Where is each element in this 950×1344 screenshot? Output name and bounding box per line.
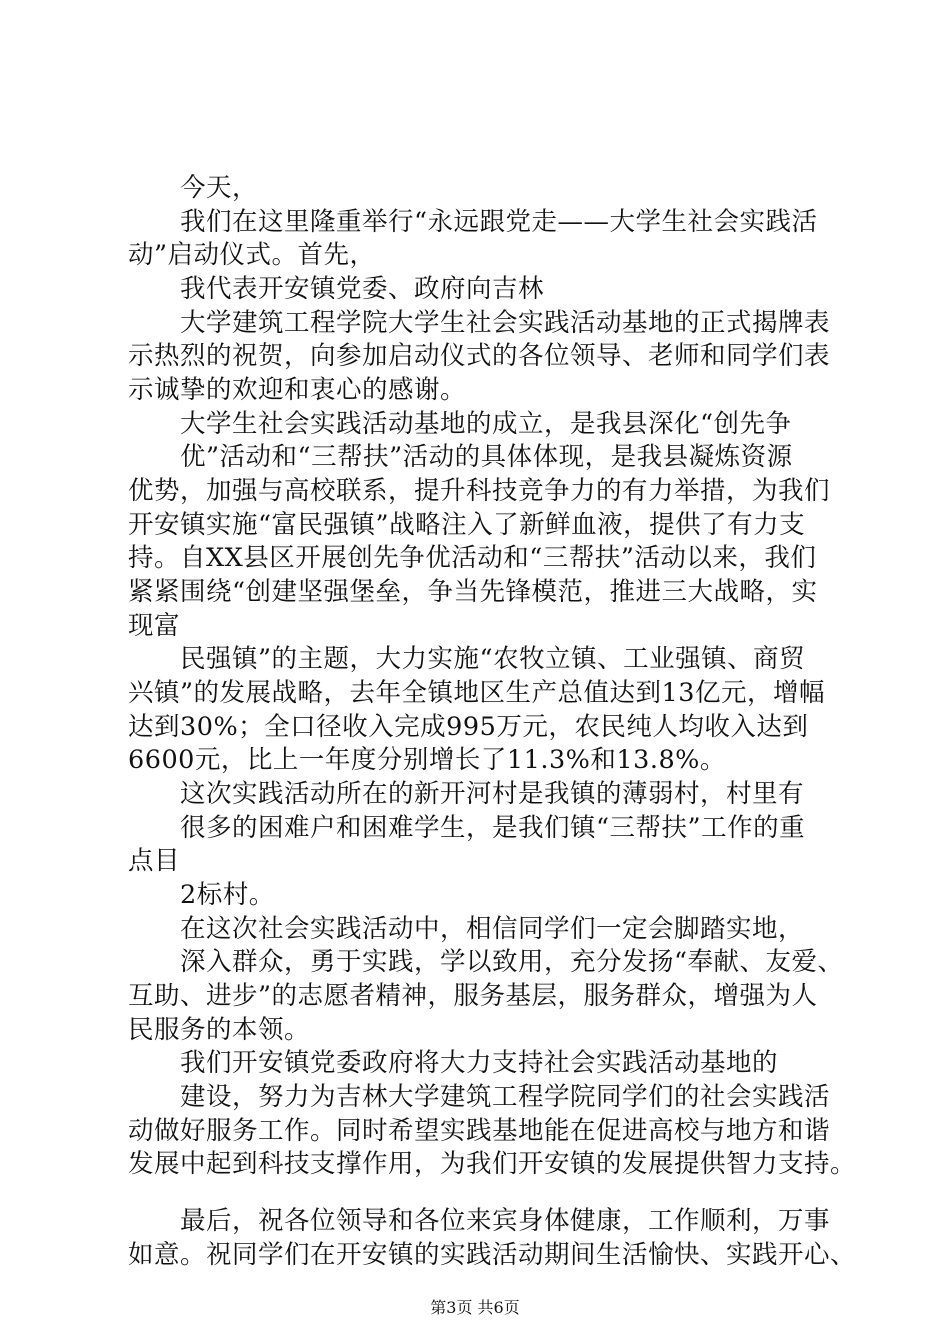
text-line: 我们开安镇党委政府将大力支持社会实践活动基地的: [180, 1048, 779, 1078]
text-line: 民服务的本领。: [128, 1015, 311, 1045]
text-line: 持。自XX县区开展创先争优活动和“三帮扶”活动以来，我们: [128, 543, 817, 573]
text-line: 2标村。: [180, 880, 275, 910]
text-line: 如意。祝同学们在开安镇的实践活动期间生活愉快、实践开心、: [128, 1240, 857, 1270]
text-line: 今天，: [180, 173, 259, 203]
text-line: 动”启动仪式。首先，: [128, 240, 376, 270]
text-line: 互助、进步”的志愿者精神，服务基层，服务群众，增强为人: [128, 981, 818, 1011]
text-line: 点目: [128, 846, 181, 876]
text-line: 示热烈的祝贺，向参加启动仪式的各位领导、老师和同学们表: [128, 341, 831, 371]
text-line: 动做好服务工作。同时希望实践基地能在促进高校与地方和谐: [128, 1116, 831, 1146]
text-line: 兴镇”的发展战略，去年全镇地区生产总值达到13亿元，增幅: [128, 678, 825, 708]
text-line: 最后，祝各位领导和各位来宾身体健康，工作顺利，万事: [180, 1206, 831, 1236]
text-line: 优势，加强与高校联系，提升科技竞争力的有力举措，为我们: [128, 476, 831, 506]
text-line: 深入群众，勇于实践，学以致用，充分发扬“奉献、友爱、: [180, 947, 844, 977]
text-line: 大学生社会实践活动基地的成立，是我县深化“创先争: [180, 409, 792, 439]
text-line: 6600元，比上一年度分别增长了11.3%和13.8%。: [128, 745, 726, 775]
text-line: 建设，努力为吉林大学建筑工程学院同学们的社会实践活: [180, 1082, 831, 1112]
text-line: 大学建筑工程学院大学生社会实践活动基地的正式揭牌表: [180, 308, 831, 338]
text-line: 紧紧围绕“创建坚强堡垒，争当先锋模范，推进三大战略，实: [128, 577, 818, 607]
text-line: 这次实践活动所在的新开河村是我镇的薄弱村，村里有: [180, 779, 805, 809]
text-line: 现富: [128, 611, 181, 641]
page-number-label: 第3页 共6页: [430, 1298, 520, 1317]
text-line: 民强镇”的主题，大力实施“农牧立镇、工业强镇、商贸: [180, 644, 806, 674]
text-line: 发展中起到科技支撑作用，为我们开安镇的发展提供智力支持。: [128, 1149, 857, 1179]
text-line: 开安镇实施“富民强镇”战略注入了新鲜血液，提供了有力支: [128, 510, 806, 540]
text-line: 示诚挚的欢迎和衷心的感谢。: [128, 375, 467, 405]
text-line: 达到30%；全口径收入完成995万元，农民纯人均收入达到: [128, 712, 809, 742]
page-footer: [0, 1298, 950, 1318]
text-line: 很多的困难户和困难学生，是我们镇“三帮扶”工作的重: [180, 813, 806, 843]
text-line: 我代表开安镇党委、政府向吉林: [180, 274, 545, 304]
text-line: 我们在这里隆重举行“永远跟党走——大学生社会实践活: [180, 207, 818, 237]
text-line: 在这次社会实践活动中，相信同学们一定会脚踏实地，: [180, 914, 805, 944]
text-line: 优”活动和“三帮扶”活动的具体体现，是我县凝炼资源: [180, 442, 793, 472]
